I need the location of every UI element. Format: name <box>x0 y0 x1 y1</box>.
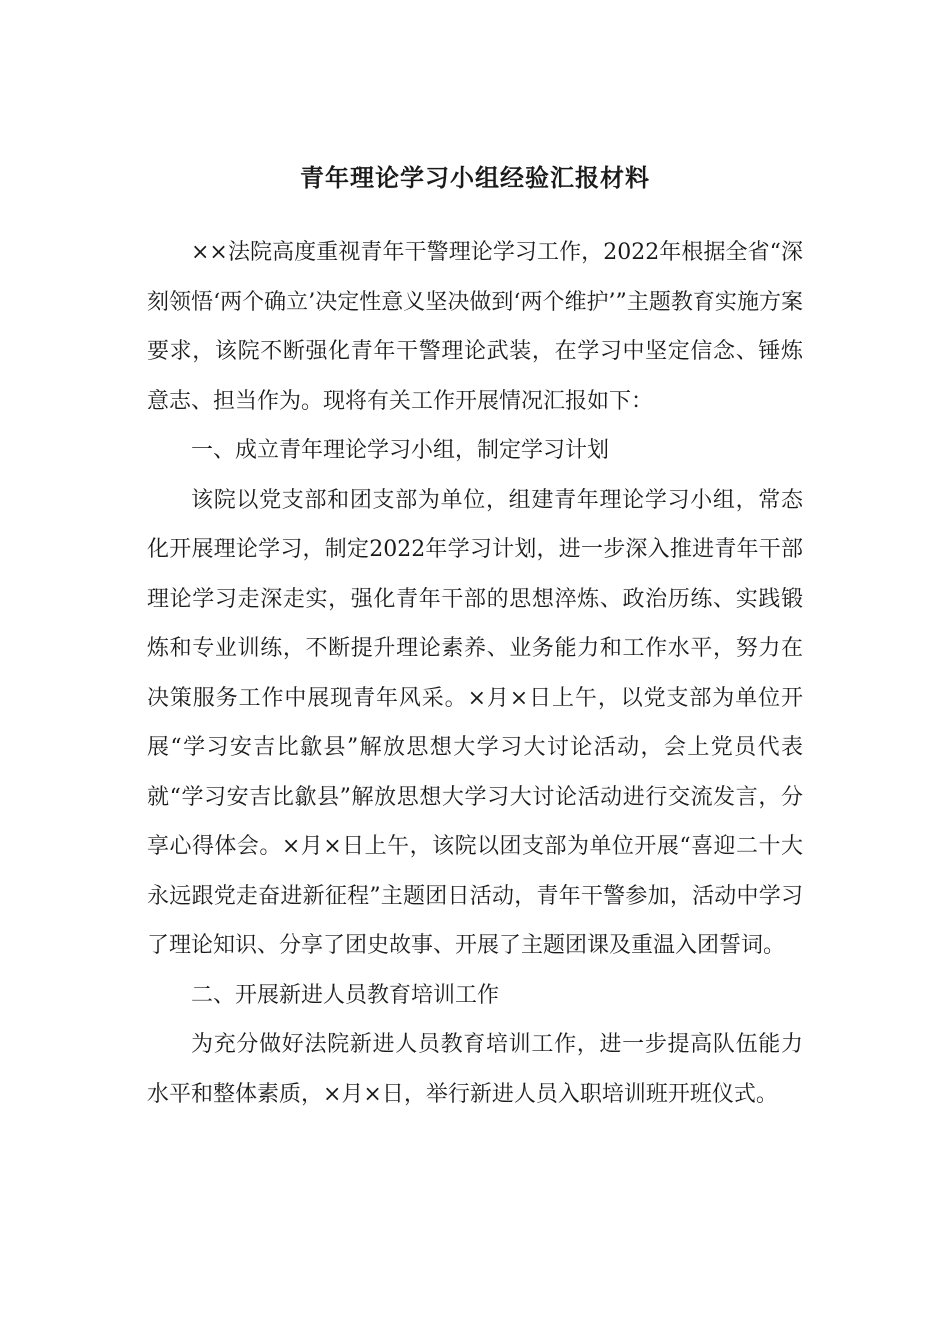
paragraph-section-2: 为充分做好法院新进人员教育培训工作，进一步提高队伍能力水平和整体素质，×月×日，举行新进人员入职培训班开班仪式。 <box>147 1032 803 1107</box>
paragraph-intro: ××法院高度重视青年干警理论学习工作，2022年根据全省“深刻领悟‘两个确立’决定性意义坚决做到‘两个维护’”主题教育实施方案要求，该院不断强化青年干警理论武装，在学习中坚定信念、锤炼意志、担当作为。现将有关工作开展情况汇报如下： <box>147 240 803 414</box>
paragraph-section-1: 该院以党支部和团支部为单位，组建青年理论学习小组，常态化开展理论学习，制定2022年学习计划，进一步深入推进青年干部理论学习走深走实，强化青年干部的思想淬炼、政治历练、实践锻炼和专业训练，不断提升理论素养、业务能力和工作水平，努力在决策服务工作中展现青年风采。×月×日上午，以党支部为单位开展“学习安吉比歙县”解放思想大学习大讨论活动，会上党员代表就“学习安吉比歙县”解放思想大学习大讨论活动进行交流发言，分享心得体会。×月×日上午，该院以团支部为单位开展“喜迎二十大永远跟党走奋进新征程”主题团日活动，青年干警参加，活动中学习了理论知识、分享了团史故事、开展了主题团课及重温入团誓词。 <box>147 487 803 958</box>
document-title: 青年理论学习小组经验汇报材料 <box>300 163 650 192</box>
document-body <box>147 228 803 1119</box>
section-heading-1: 一、成立青年理论学习小组，制定学习计划 <box>191 438 610 463</box>
section-heading-2: 二、开展新进人员教育培训工作 <box>191 982 500 1008</box>
